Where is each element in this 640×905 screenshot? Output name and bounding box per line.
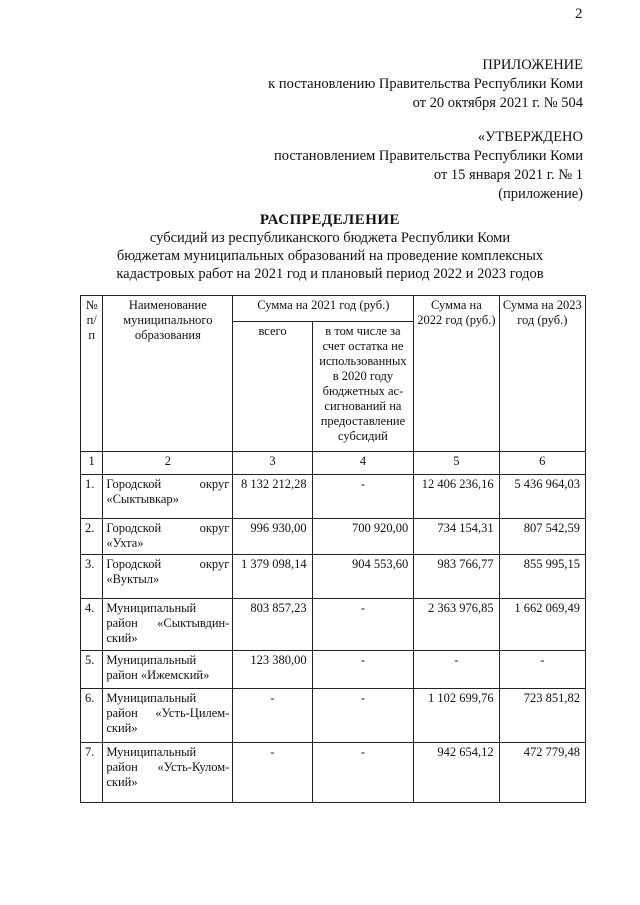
municipality-name: Муниципальный район «Усть-Цилем-ский» [103,689,233,743]
title-heading: РАСПРЕДЕЛЕНИЕ [259,212,401,228]
sum-2022: 2 363 976,85 [414,599,499,651]
approved-header [274,128,583,204]
appendix-title: ПРИЛОЖЕНИЕ [482,57,583,73]
table-row [81,651,586,689]
subsidy-table [80,295,586,803]
table-row [81,555,586,599]
table-row [81,599,586,651]
sum-2021-included: 700 920,00 [312,519,414,555]
appendix-date: от 20 октября 2021 г. № 504 [412,95,583,111]
municipality-name: Городской округ «Ухта» [103,519,233,555]
appendix-header [268,56,583,113]
sum-2021-included: - [312,599,414,651]
sum-2021-included: - [312,651,414,689]
row-number: 1. [81,475,103,519]
header-sum-2023: Сумма на 2023 год (руб.) [499,296,585,452]
sum-2022: 1 102 699,76 [414,689,499,743]
table-row [81,475,586,519]
page-number: 2 [575,6,583,22]
column-number: 1 [81,452,103,475]
table-row [81,519,586,555]
sum-2022: - [414,651,499,689]
header-included-remainder: в том числе за счет остатка не использованных в 2020 году бюджетных ас-сигнований на предоставление субсидий [312,322,414,452]
municipality-name: Муниципальный район «Ижемский» [103,651,233,689]
header-total: всего [233,322,312,452]
sum-2021-total: 1 379 098,14 [233,555,312,599]
table-row [81,689,586,743]
row-number: 4. [81,599,103,651]
sum-2022: 942 654,12 [414,743,499,803]
sum-2022: 983 766,77 [414,555,499,599]
sum-2021-included: - [312,743,414,803]
approved-reference: постановлением Правительства Республики Коми [274,148,583,164]
municipality-name: Городской округ «Сыктывкар» [103,475,233,519]
column-number: 5 [414,452,499,475]
sum-2023: 723 851,82 [499,689,585,743]
sum-2021-included: 904 553,60 [312,555,414,599]
row-number: 3. [81,555,103,599]
appendix-reference: к постановлению Правительства Республики Коми [268,76,583,92]
sum-2022: 12 406 236,16 [414,475,499,519]
row-number: 7. [81,743,103,803]
row-number: 5. [81,651,103,689]
sum-2023: 5 436 964,03 [499,475,585,519]
document-title [80,211,580,283]
column-number: 3 [233,452,312,475]
header-sum-2022: Сумма на 2022 год (руб.) [414,296,499,452]
column-number-row [81,452,586,475]
approved-date: от 15 января 2021 г. № 1 [433,167,583,183]
sum-2023: 855 995,15 [499,555,585,599]
header-num: № п/п [81,296,103,452]
header-sum-2021: Сумма на 2021 год (руб.) [233,296,414,322]
column-number: 4 [312,452,414,475]
column-number: 6 [499,452,585,475]
approved-note: (приложение) [498,186,583,202]
sum-2021-total: 803 857,23 [233,599,312,651]
municipality-name: Муниципальный район «Сыктывдин-ский» [103,599,233,651]
sum-2023: - [499,651,585,689]
sum-2022: 734 154,31 [414,519,499,555]
sum-2023: 807 542,59 [499,519,585,555]
approved-title: «УТВЕРЖДЕНО [477,129,583,145]
row-number: 6. [81,689,103,743]
sum-2023: 1 662 069,49 [499,599,585,651]
row-number: 2. [81,519,103,555]
title-line: бюджетам муниципальных образований на проведение комплексных [116,248,544,264]
sum-2021-included: - [312,475,414,519]
header-name: Наименование муниципального образования [103,296,233,452]
title-line: кадастровых работ на 2021 год и плановый период 2022 и 2023 годов [116,266,544,282]
column-number: 2 [103,452,233,475]
sum-2021-total: 996 930,00 [233,519,312,555]
municipality-name: Муниципальный район «Усть-Кулом-ский» [103,743,233,803]
sum-2021-total: 123 380,00 [233,651,312,689]
sum-2021-total: - [233,689,312,743]
sum-2021-included: - [312,689,414,743]
sum-2021-total: 8 132 212,28 [233,475,312,519]
table-row [81,743,586,803]
sum-2023: 472 779,48 [499,743,585,803]
title-line: субсидий из республиканского бюджета Республики Коми [149,230,511,246]
municipality-name: Городской округ «Вуктыл» [103,555,233,599]
sum-2021-total: - [233,743,312,803]
